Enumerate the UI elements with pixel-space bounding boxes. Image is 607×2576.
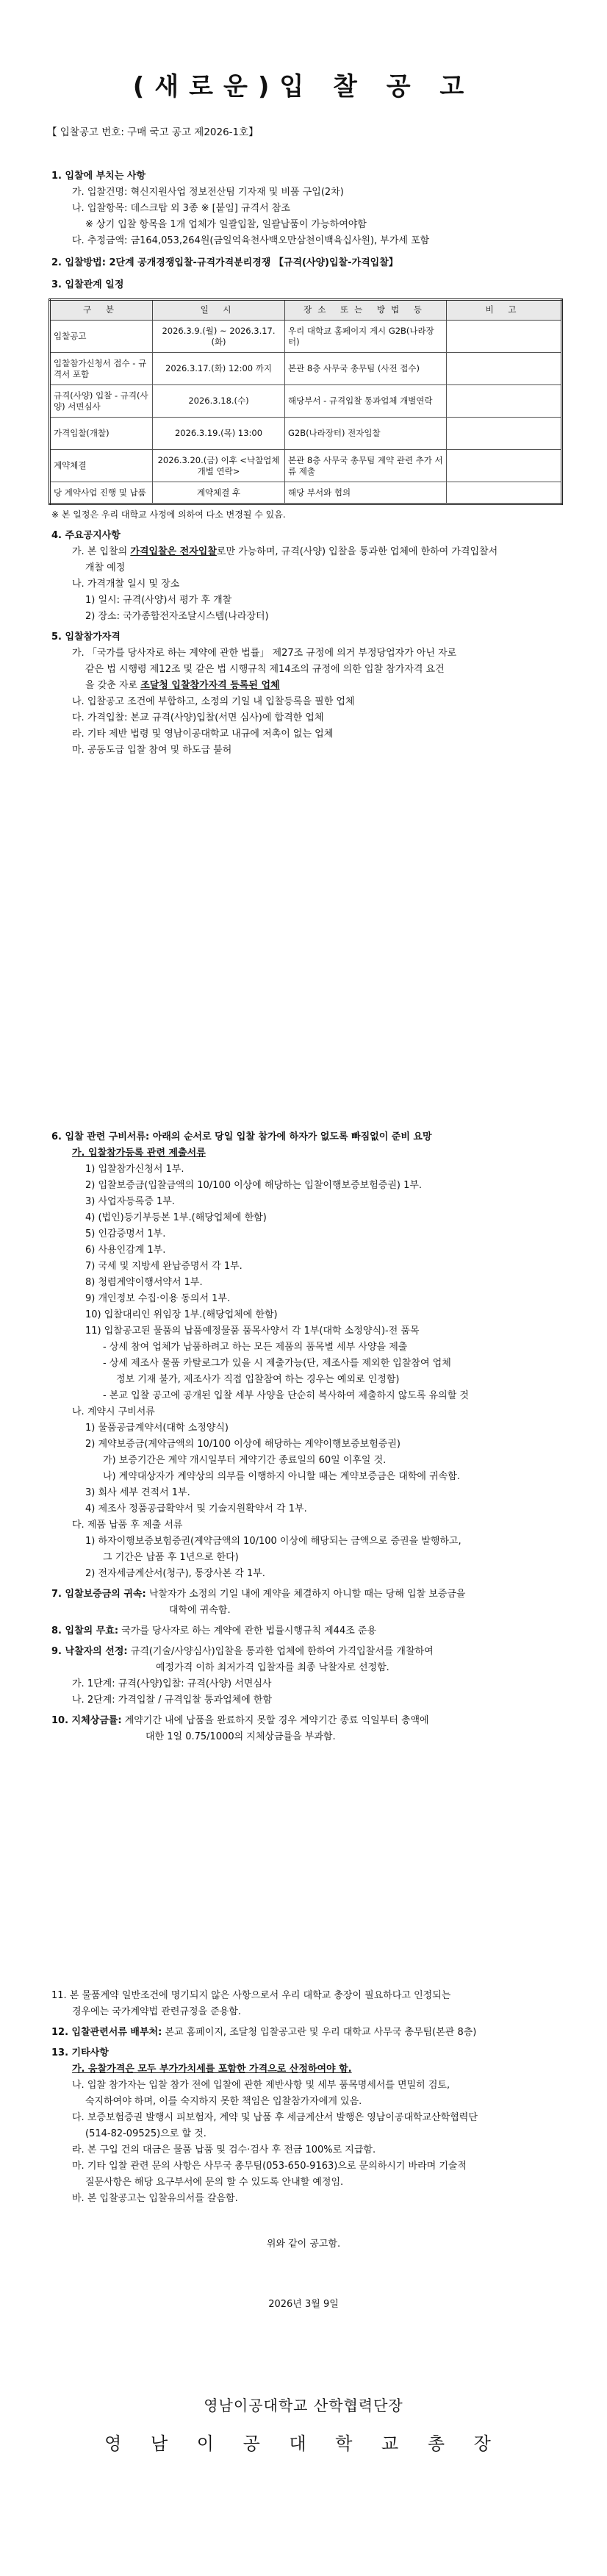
list-item: 2) 계약보증금(계약금액의 10/100 이상에 해당하는 계약이행보증보험증권)	[85, 1439, 401, 1450]
misc-item: 라. 본 구입 건의 대금은 물품 납품 및 검수·검사 후 전금 100%로 지급함.	[72, 2144, 376, 2155]
doc-group-heading: 나. 계약시 구비서류	[72, 1406, 155, 1417]
section-9-text: 규격(기술/사양심사)입찰을 통과한 업체에 한하여 가격입찰서를 개찰하여	[130, 1646, 434, 1657]
section-12-heading: 12. 입찰관련서류 배부처:	[51, 2027, 162, 2038]
list-item: 1) 하자이행보증보험증권(계약금액의 10/100 이상에 해당되는 금액으로 증권을 발행하고,	[85, 1536, 461, 1547]
section-3-heading: 3. 입찰관계 일정	[51, 279, 124, 290]
section-8-heading: 8. 입찰의 무효:	[51, 1625, 119, 1636]
section-7	[51, 1587, 578, 1603]
misc-item: 다. 보증보험증권 발행시 피보험자, 계약 및 납품 후 세금계산서 발행은 영남이공대학교산학협력단	[72, 2112, 478, 2123]
table-row	[50, 450, 562, 482]
section-10	[51, 1714, 578, 1730]
schedule-header-row	[50, 300, 562, 321]
item-note: ※ 상기 입찰 항목을 1개 업체가 일괄입찰, 일괄납품이 가능하여야함	[85, 219, 367, 230]
opening-place: 2) 장소: 국가종합전자조달시스템(나라장터)	[85, 611, 269, 622]
schedule-note	[447, 353, 562, 385]
list-item: 2) 전자세금계산서(청구), 통장사본 각 1부.	[85, 1568, 265, 1579]
section-9-cont: 예정가격 이하 최저가격 입찰자를 최종 낙찰자로 선정함.	[156, 1662, 389, 1673]
list-item: 1) 입찰참가신청서 1부.	[85, 1164, 184, 1175]
schedule-note	[447, 385, 562, 418]
schedule-footnote: ※ 본 일정은 우리 대학교 사정에 의하여 다소 변경될 수 있음.	[51, 509, 286, 520]
notice-emphasis: 가격입찰은 전자입찰	[130, 546, 217, 557]
issuer-org: 영남이공대학교 산학협력단장	[204, 2397, 403, 2414]
schedule-note	[447, 482, 562, 504]
table-row	[50, 385, 562, 418]
section-11-cont: 경우에는 국가계약법 관련규정을 준용함.	[72, 2006, 242, 2017]
estimated-amount: 다. 추정금액: 금164,053,264원(금일억육천사백오만삼천이백육십사원), 부가세 포함	[72, 235, 430, 246]
list-item: 9) 개인정보 수집·이용 동의서 1부.	[85, 1293, 231, 1304]
schedule-cat: 규격(사양) 입찰 - 규격(사양) 서면심사	[50, 385, 153, 418]
notice-number: 【 입찰공고 번호: 구매 국고 공고 제2026-1호】	[47, 126, 259, 138]
misc-item-cont: 질문사항은 해당 요구부서에 문의 할 수 있도록 안내할 예정임.	[85, 2177, 344, 2188]
list-item: 2) 입찰보증금(입찰금액의 10/100 이상에 해당하는 입찰이행보증보험증권) 1부.	[85, 1180, 423, 1191]
schedule-date: 2026.3.17.(화) 12:00 까지	[153, 353, 285, 385]
schedule-date: 2026.3.19.(목) 13:00	[153, 418, 285, 450]
eligibility-text: 마. 공동도급 입찰 참여 및 하도급 불허	[72, 745, 232, 756]
closing-statement: 위와 같이 공고함.	[266, 2239, 341, 2250]
schedule-date: 2026.3.20.(금) 이후 <낙찰업체 개별 연락>	[153, 450, 285, 482]
doc-group-heading: 다. 제품 납품 후 제출 서류	[72, 1520, 183, 1531]
section-12-text: 본교 홈페이지, 조달청 입찰공고란 및 우리 대학교 사무국 총무팀(본관 8층)	[165, 2027, 477, 2038]
schedule-place: 우리 대학교 홈페이지 게시 G2B(나라장터)	[285, 321, 447, 353]
list-item: 8) 청렴계약이행서약서 1부.	[85, 1277, 203, 1288]
misc-item-cont: (514-82-09525)으로 할 것.	[85, 2128, 206, 2139]
schedule-header-cell: 장소 또는 방법 등	[285, 300, 447, 321]
schedule-cat: 입찰공고	[50, 321, 153, 353]
section-13-heading: 13. 기타사항	[51, 2047, 109, 2058]
section-1-heading: 1. 입찰에 부치는 사항	[51, 171, 146, 182]
section-9	[51, 1645, 578, 1661]
list-subitem: 가) 보증기간은 계약 개시일부터 계약기간 종료일의 60일 이후일 것.	[103, 1455, 387, 1466]
schedule-date: 계약체결 후	[153, 482, 285, 504]
section-5-heading: 5. 입찰참가자격	[51, 632, 121, 643]
schedule-date: 2026.3.9.(월) ~ 2026.3.17.(화)	[153, 321, 285, 353]
opening-time: 1) 일시: 규격(사양)서 평가 후 개찰	[85, 595, 232, 606]
table-row	[50, 321, 562, 353]
section-10-heading: 10. 지체상금률:	[51, 1715, 122, 1726]
schedule-cat: 입찰참가신청서 접수 - 규격서 포함	[50, 353, 153, 385]
table-row	[50, 418, 562, 450]
issuer-president: 영 남 이 공 대 학 교 총 장	[104, 2433, 503, 2454]
schedule-cat: 가격입찰(개찰)	[50, 418, 153, 450]
table-row	[50, 482, 562, 504]
section-12	[51, 2025, 578, 2042]
schedule-cat: 계약체결	[50, 450, 153, 482]
eligibility-text: 같은 법 시행령 제12조 및 같은 법 시행규칙 제14조의 규정에 의한 입찰 참가자격 요건	[85, 664, 445, 675]
schedule-note	[447, 450, 562, 482]
notice-date: 2026년 3월 9일	[268, 2299, 339, 2310]
schedule-cat: 당 계약사업 진행 및 납품	[50, 482, 153, 504]
section-2-heading: 2. 입찰방법: 2단계 공개경쟁입찰-규격가격분리경쟁 【규격(사양)입찰-가격입찰】	[51, 257, 398, 268]
misc-item: 가. 응찰가격은 모두 부가가치세를 포함한 가격으로 산정하여야 함.	[72, 2064, 352, 2075]
section-9-stage: 나. 2단계: 가격입찰 / 규격입찰 통과업체에 한함	[72, 1695, 273, 1706]
section-7-cont: 대학에 귀속함.	[169, 1605, 231, 1616]
schedule-header-cell: 구 분	[50, 300, 153, 321]
doc-group-heading: 가. 입찰참가등록 관련 제출서류	[72, 1148, 206, 1159]
eligibility-text	[85, 679, 578, 695]
schedule-header-cell: 일 시	[153, 300, 285, 321]
list-item: 10) 입찰대리인 위임장 1부.(해당업체에 한함)	[85, 1309, 278, 1320]
list-item: 7) 국세 및 지방세 완납증명서 각 1부.	[85, 1261, 243, 1272]
page-title: (새로운)입 찰 공 고	[132, 72, 475, 101]
schedule-place: 본관 8층 사무국 총무팀 계약 관련 추가 서류 제출	[285, 450, 447, 482]
table-row	[50, 353, 562, 385]
list-item: 3) 회사 세부 견적서 1부.	[85, 1487, 190, 1498]
section-9-stage: 가. 1단계: 규격(사양)입찰: 규격(사양) 서면심사	[72, 1678, 272, 1689]
list-item: 5) 인감증명서 1부.	[85, 1228, 166, 1239]
section-8	[51, 1624, 578, 1640]
section-11-text: 11. 본 물품계약 일반조건에 명기되지 않은 사항으로서 우리 대학교 총장이 필요하다고 인정되는	[51, 1990, 451, 2001]
misc-item: 바. 본 입찰공고는 입찰유의서를 갈음함.	[72, 2193, 238, 2204]
eligibility-text: 다. 가격입찰: 본교 규격(사양)입찰(서면 심사)에 합격한 업체	[72, 712, 324, 723]
list-item: 6) 사용인감계 1부.	[85, 1245, 166, 1256]
schedule-table	[49, 298, 563, 505]
section-4-heading: 4. 주요공지사항	[51, 530, 121, 541]
schedule-place: 해당 부서와 협의	[285, 482, 447, 504]
misc-item: 마. 기타 입찰 관련 문의 사항은 사무국 총무팀(053-650-9163)으로 문의하시기 바라며 기술적	[72, 2161, 467, 2172]
section-7-text: 낙찰자가 소정의 기일 내에 계약을 체결하지 아니할 때는 당해 입찰 보증금을	[148, 1589, 466, 1600]
list-subitem: - 상세 제조사 물품 카탈로그가 있을 시 제출가능(단, 제조사를 제외한 입찰참여 업체	[103, 1358, 451, 1369]
schedule-place: G2B(나라장터) 전자입찰	[285, 418, 447, 450]
notice-continued: 개찰 예정	[85, 562, 126, 573]
list-item: 4) (법인)등기부등본 1부.(해당업체에 한함)	[85, 1212, 267, 1223]
list-item: 1) 물품공급계약서(대학 소정양식)	[85, 1423, 229, 1434]
eligibility-text: 라. 기타 제반 법령 및 영남이공대학교 내규에 저촉이 없는 업체	[72, 729, 334, 740]
list-item: 4) 제조사 정품공급확약서 및 기술지원확약서 각 1부.	[85, 1503, 307, 1514]
section-7-heading: 7. 입찰보증금의 귀속:	[51, 1589, 146, 1600]
list-subitem: - 상세 참여 업체가 납품하려고 하는 모든 제품의 품목별 세부 사양을 제출	[103, 1342, 408, 1353]
schedule-note	[447, 418, 562, 450]
section-6-heading: 6. 입찰 관련 구비서류: 아래의 순서로 당일 입찰 참가에 하자가 없도록 빠짐없이 준비 요망	[51, 1131, 432, 1142]
item-list: 나. 입찰항목: 데스크탑 외 3종 ※ [붙임] 규격서 참조	[72, 203, 290, 214]
schedule-header-cell: 비 고	[447, 300, 562, 321]
section-10-cont: 대한 1일 0.75/1000의 지체상금률을 부과함.	[146, 1731, 336, 1742]
section-8-text: 국가를 당사자로 하는 계약에 관한 법률시행규칙 제44조 준용	[121, 1625, 377, 1636]
opening-info: 나. 가격개찰 일시 및 장소	[72, 579, 180, 590]
eligibility-text: 나. 입찰공고 조건에 부합하고, 소정의 기일 내 입찰등록을 필한 업체	[72, 696, 355, 707]
eligibility-text: 가. 「국가를 당사자로 하는 계약에 관한 법률」 제27조 규정에 의거 부정당업자가 아닌 자로	[72, 648, 457, 659]
notice-electronic-bid	[72, 545, 578, 561]
schedule-place: 본관 8층 사무국 총무팀 (사전 접수)	[285, 353, 447, 385]
notice-text: 로만 가능하며, 규격(사양) 입찰을 통과한 업체에 한하여 가격입찰서	[216, 546, 498, 557]
list-item: 11) 입찰공고된 물품의 납품예정물품 품목사양서 각 1부(대학 소정양식)-전 품목	[85, 1325, 420, 1337]
section-10-text: 계약기간 내에 납품을 완료하지 못할 경우 계약기간 종료 익일부터 총액에	[124, 1715, 429, 1726]
list-subitem: 나) 계약대상자가 계약상의 의무를 이행하지 아니할 때는 계약보증금은 대학에 귀속함.	[103, 1471, 460, 1482]
eligibility-prefix: 을 갖춘 자로	[85, 680, 141, 691]
notice-text: 가. 본 입찰의	[72, 546, 131, 557]
misc-item: 나. 입찰 참가자는 입찰 참가 전에 입찰에 관한 제반사항 및 세부 품목명세서를 면밀히 검토,	[72, 2080, 450, 2091]
list-subitem: 그 기간은 납품 후 1년으로 한다)	[103, 1552, 239, 1563]
item-name: 가. 입찰건명: 혁신지원사업 정보전산팀 기자재 및 비품 구입(2차)	[72, 187, 344, 198]
misc-item-cont: 숙지하여야 하며, 이를 숙지하지 못한 책임은 입찰참가자에게 있음.	[85, 2096, 362, 2107]
schedule-note	[447, 321, 562, 353]
list-subitem: 정보 기재 불가, 제조사가 직접 입찰참여 하는 경우는 예외로 인정함)	[116, 1374, 400, 1385]
list-item: 3) 사업자등록증 1부.	[85, 1196, 175, 1207]
schedule-date: 2026.3.18.(수)	[153, 385, 285, 418]
list-subitem: - 본교 입찰 공고에 공개된 입찰 세부 사양을 단순히 복사하여 제출하지 않도록 유의할 것	[103, 1390, 469, 1401]
schedule-place: 해당부서 - 규격입찰 통과업체 개별연락	[285, 385, 447, 418]
section-9-heading: 9. 낙찰자의 선정:	[51, 1646, 128, 1657]
eligibility-emphasis: 조달청 입찰참가자격 등록된 업체	[140, 680, 280, 691]
